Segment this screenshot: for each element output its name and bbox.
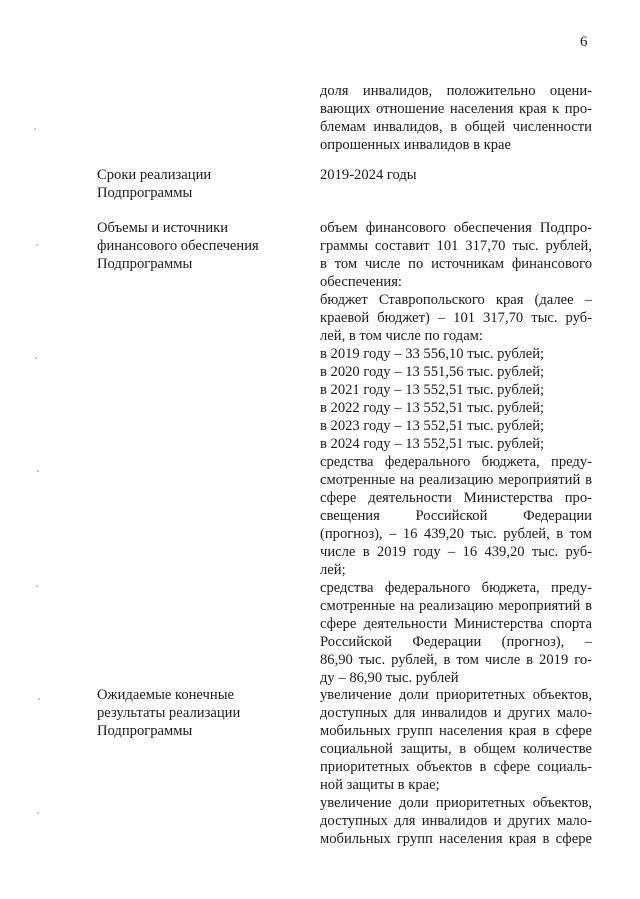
text-line: краевой бюджет) – 101 317,70 тыс. руб- <box>320 310 592 326</box>
text-line: опрошенных инвалидов в крае <box>320 137 511 153</box>
label-line: результаты реализации <box>97 705 241 721</box>
label-line: Сроки реализации <box>97 167 212 183</box>
text-line: в 2019 году – 33 556,10 тыс. рублей; <box>320 346 545 362</box>
label-line: Подпрограммы <box>97 185 193 201</box>
text-line: обеспечения: <box>320 274 402 290</box>
label-line: Подпрограммы <box>97 256 193 272</box>
text-line: числе в 2019 году – 16 439,20 тыс. руб- <box>320 544 592 560</box>
row-3-value <box>320 686 592 848</box>
text-line: средства федерального бюджета, преду- <box>320 580 592 596</box>
text-line: лей; <box>320 562 346 578</box>
row-1-label <box>97 166 302 202</box>
text-line: смотренные на реализацию мероприятий в <box>320 472 592 488</box>
text-line: мобильных групп населения края в сфере <box>320 831 592 847</box>
label-line: Объемы и источники <box>97 220 229 236</box>
text-line: граммы составит 101 317,70 тыс. рублей, <box>320 238 592 254</box>
text-line: мобильных групп населения края в сфере <box>320 723 592 739</box>
text-line: 86,90 тыс. рублей, в том числе в 2019 го- <box>320 652 592 668</box>
text-line: доля инвалидов, положительно оцени- <box>320 83 592 99</box>
text-line: сфере деятельности Министерства спорта <box>320 616 592 632</box>
text-line: смотренные на реализацию мероприятий в <box>320 598 592 614</box>
row-2-label <box>97 219 302 273</box>
row-3-label <box>97 686 302 740</box>
scan-speck <box>38 698 40 700</box>
text-line: в 2023 году – 13 552,51 тыс. рублей; <box>320 418 545 434</box>
text-line: вающих отношение населения края к про- <box>320 101 592 117</box>
label-line: Ожидаемые конечные <box>97 687 234 703</box>
text-line: ду – 86,90 тыс. рублей <box>320 670 459 686</box>
scan-speck <box>35 357 37 359</box>
row-2-value <box>320 219 592 687</box>
text-line: Российской Федерации (прогноз), – <box>320 634 592 650</box>
row-0-value <box>320 82 592 154</box>
scan-speck <box>37 812 39 814</box>
text-line: в 2022 году – 13 552,51 тыс. рублей; <box>320 400 545 416</box>
text-line: объем финансового обеспечения Подпро- <box>320 220 592 236</box>
text-line: в 2024 году – 13 552,51 тыс. рублей; <box>320 436 545 452</box>
text-line: 2019-2024 годы <box>320 167 417 183</box>
text-line: в том числе по источникам финансового <box>320 256 592 272</box>
text-line: бюджет Ставропольского края (далее – <box>320 292 592 308</box>
text-line: доступных для инвалидов и других мало- <box>320 705 592 721</box>
text-line: свещения Российской Федерации <box>320 508 592 524</box>
text-line: сфере деятельности Министерства про- <box>320 490 592 506</box>
page-number: 6 <box>580 34 588 50</box>
text-line: приоритетных объектов в сфере социаль- <box>320 759 592 775</box>
text-line: блемам инвалидов, в общей численности <box>320 119 592 135</box>
text-line: средства федерального бюджета, преду- <box>320 454 592 470</box>
text-line: увеличение доли приоритетных объектов, <box>320 687 592 703</box>
scan-speck <box>36 244 38 246</box>
label-line: финансового обеспечения <box>97 238 259 254</box>
scan-speck <box>34 128 36 130</box>
text-line: увеличение доли приоритетных объектов, <box>320 795 592 811</box>
scan-speck <box>37 470 39 472</box>
text-line: доступных для инвалидов и других мало- <box>320 813 592 829</box>
scan-speck <box>36 585 38 587</box>
text-line: лей, в том числе по годам: <box>320 328 483 344</box>
text-line: ной защиты в крае; <box>320 777 440 793</box>
text-line: социальной защиты, в общем количестве <box>320 741 592 757</box>
row-1-value <box>320 166 592 184</box>
label-line: Подпрограммы <box>97 723 193 739</box>
text-line: в 2020 году – 13 551,56 тыс. рублей; <box>320 364 545 380</box>
text-line: в 2021 году – 13 552,51 тыс. рублей; <box>320 382 545 398</box>
text-line: (прогноз), – 16 439,20 тыс. рублей, в том <box>320 526 592 542</box>
